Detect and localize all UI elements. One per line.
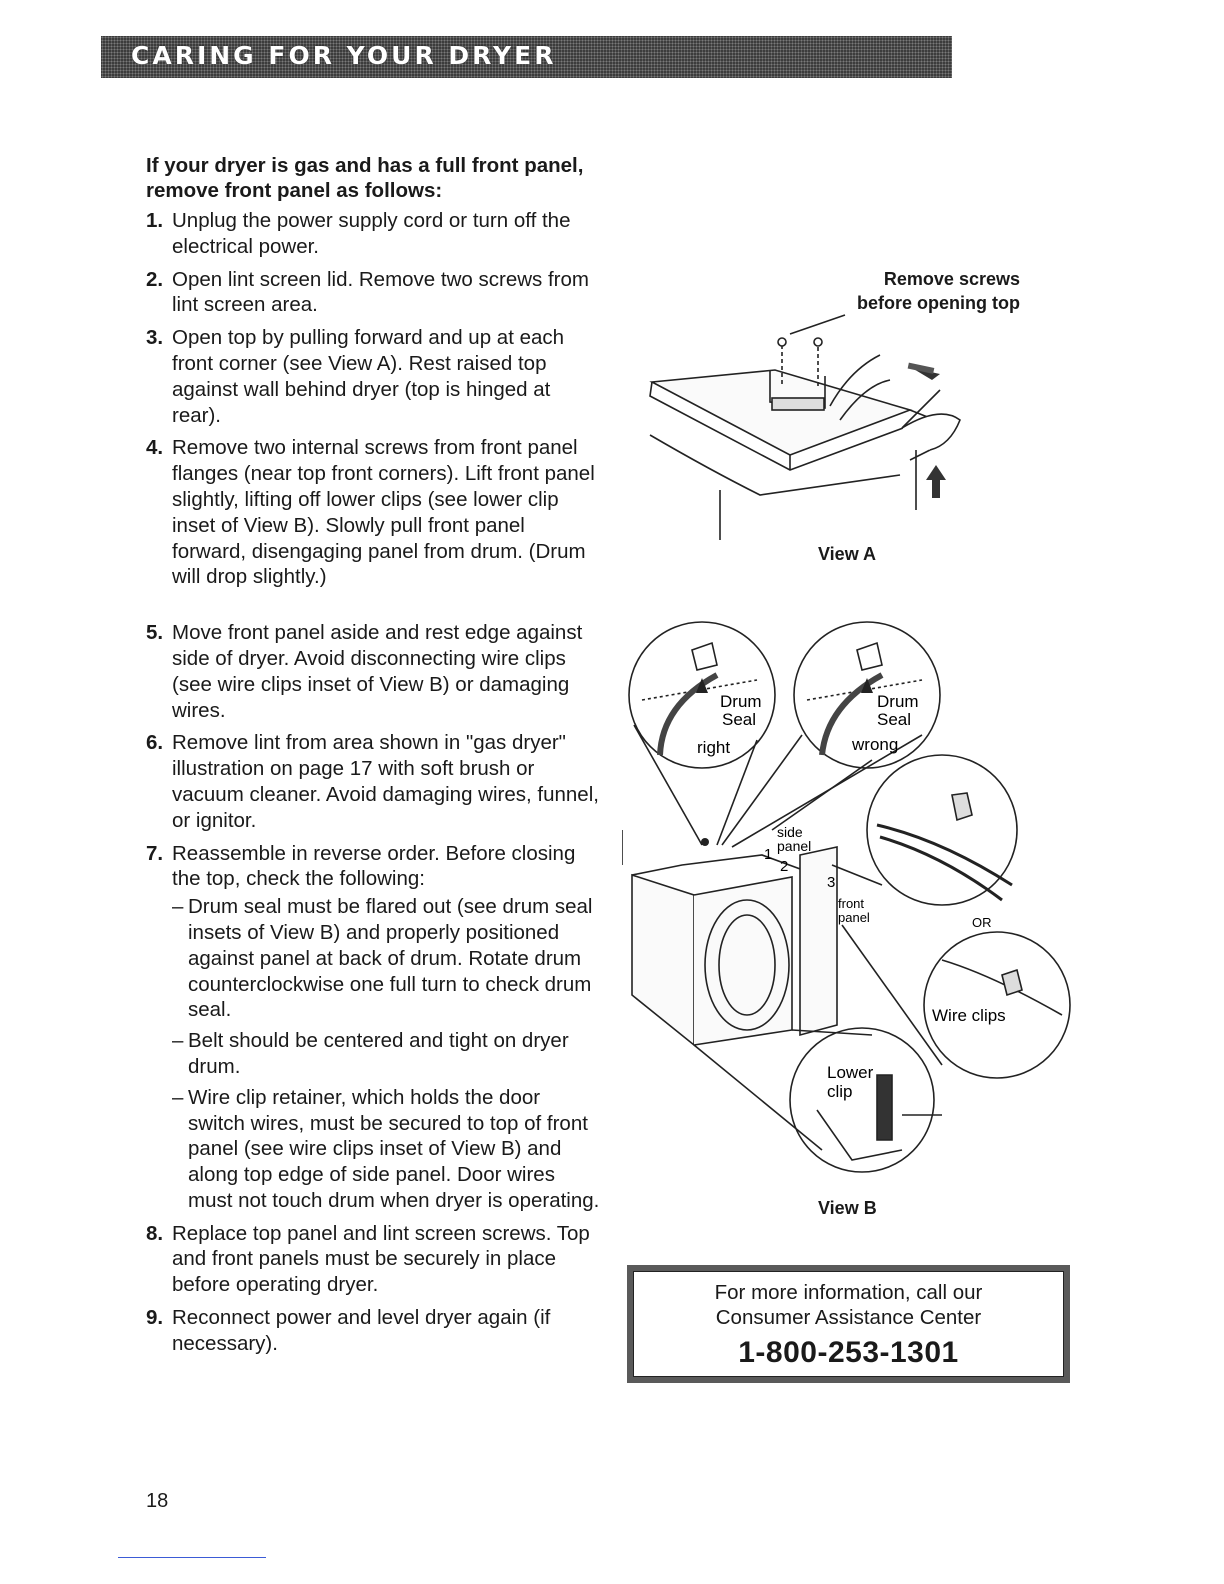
step-number: 1. (146, 209, 164, 232)
callout-number: 1 (764, 846, 773, 863)
drum-seal-label: Drum (720, 692, 762, 711)
front-panel-label: front (838, 896, 865, 911)
checklist-text: Belt should be centered and tight on dryer drum. (188, 1029, 569, 1078)
step-text: Unplug the power supply cord or turn off the electrical power. (172, 209, 571, 258)
step-text: Reconnect power and level dryer again (if necessary). (172, 1306, 551, 1355)
dash-bullet: – (172, 895, 184, 919)
checklist-item-belt (172, 1028, 601, 1080)
lower-clip-label: Lower (827, 1063, 874, 1082)
view-a-illustration (640, 310, 980, 550)
step-number: 7. (146, 841, 164, 865)
footer-rule (118, 1557, 266, 1558)
checklist-text: Wire clip retainer, which holds the door switch wires, must be secured to top of front panel (see wire clips inset of View B) and along top edge of side panel. Door wires must not touch drum when dryer is operating. (188, 1085, 600, 1212)
step-8 (146, 1221, 601, 1298)
callout-number: 2 (780, 858, 789, 875)
checklist-text: Drum seal must be flared out (see drum seal insets of View B) and properly positioned against panel at back of drum. Rotate drum counterclockwise one full turn to check drum seal. (188, 895, 593, 1022)
drum-seal-label: Seal (877, 710, 912, 729)
dash-bullet: – (172, 1085, 184, 1109)
step-text: Move front panel aside and rest edge against side of dryer. Avoid disconnecting wire clips (see wire clips inset of View B) or damaging wires. (172, 621, 583, 722)
checklist-item-wire-clip (172, 1085, 601, 1214)
intro-heading: If your dryer is gas and has a full front panel, remove front panel as follows: (146, 154, 584, 202)
view-a-label: View A (818, 544, 877, 564)
section-title: CARING FOR YOUR DRYER (131, 41, 557, 70)
checklist-item-drum-seal (172, 894, 601, 1023)
section-header-bar (101, 36, 952, 78)
step-9 (146, 1305, 601, 1357)
view-b-label: View B (818, 1198, 877, 1218)
drum-seal-label: Seal (722, 710, 757, 729)
drum-seal-label: Drum (877, 692, 919, 711)
step-text: Remove two internal screws from front panel flanges (near top front corners). Lift front panel slightly, lifting off lower clips (see lower clip inset of View B). Slowly pull front panel forward, disengaging panel from drum. (Drum will drop slightly.) (172, 436, 595, 589)
step-number: 2. (146, 267, 164, 291)
page-number: 18 (146, 1490, 169, 1512)
front-panel-label: panel (838, 910, 870, 925)
view-a-caption (790, 267, 1020, 315)
steps-list (146, 208, 601, 1357)
instructions-column (146, 153, 601, 1364)
caption-line: Remove screws (883, 269, 1020, 289)
phone-number: 1-800-253-1301 (738, 1336, 959, 1369)
view-b-illustration (622, 615, 1077, 1190)
step-text: Open top by pulling forward and up at each front corner (see View A). Rest raised top against wall behind dryer (top is hinged at rear). (172, 326, 565, 427)
info-line: Consumer Assistance Center (715, 1306, 982, 1329)
step-7 (146, 841, 601, 1214)
wrong-label: wrong (852, 735, 899, 754)
step-number: 3. (146, 326, 164, 350)
step-text: Replace top panel and lint screen screws. Top and front panels must be securely in place before operating dryer. (172, 1221, 590, 1297)
side-panel-label: panel (777, 838, 812, 854)
or-label: OR (972, 915, 992, 930)
step-number: 9. (146, 1306, 164, 1330)
callout-number: 3 (827, 874, 836, 891)
step-2 (146, 267, 601, 319)
step-5 (146, 620, 601, 723)
step-4 (146, 435, 601, 590)
info-line: For more information, call our (714, 1281, 983, 1304)
info-box (627, 1265, 1070, 1383)
step-3 (146, 325, 601, 428)
step-text: Remove lint from area shown in "gas dryer" illustration on page 17 with soft brush or vacuum cleaner. Avoid damaging wires, funnel, or ignitor. (172, 731, 599, 832)
step-number: 6. (146, 731, 164, 755)
wire-clips-label: Wire clips (932, 1006, 1006, 1025)
lower-clip-label: clip (827, 1082, 853, 1101)
side-panel-label: side (777, 824, 803, 840)
dash-bullet: – (172, 1029, 184, 1053)
right-label: right (697, 738, 731, 757)
section-spacer (146, 597, 601, 620)
caption-line: before opening top (857, 293, 1020, 313)
step-1 (146, 208, 601, 260)
step-number: 5. (146, 621, 164, 645)
step-number: 8. (146, 1221, 164, 1245)
step-number: 4. (146, 436, 164, 460)
step-text: Open lint screen lid. Remove two screws from lint screen area. (172, 267, 589, 317)
step-text: Reassemble in reverse order. Before closing the top, check the following: (172, 841, 576, 891)
step-6 (146, 730, 601, 833)
checklist (172, 894, 601, 1214)
